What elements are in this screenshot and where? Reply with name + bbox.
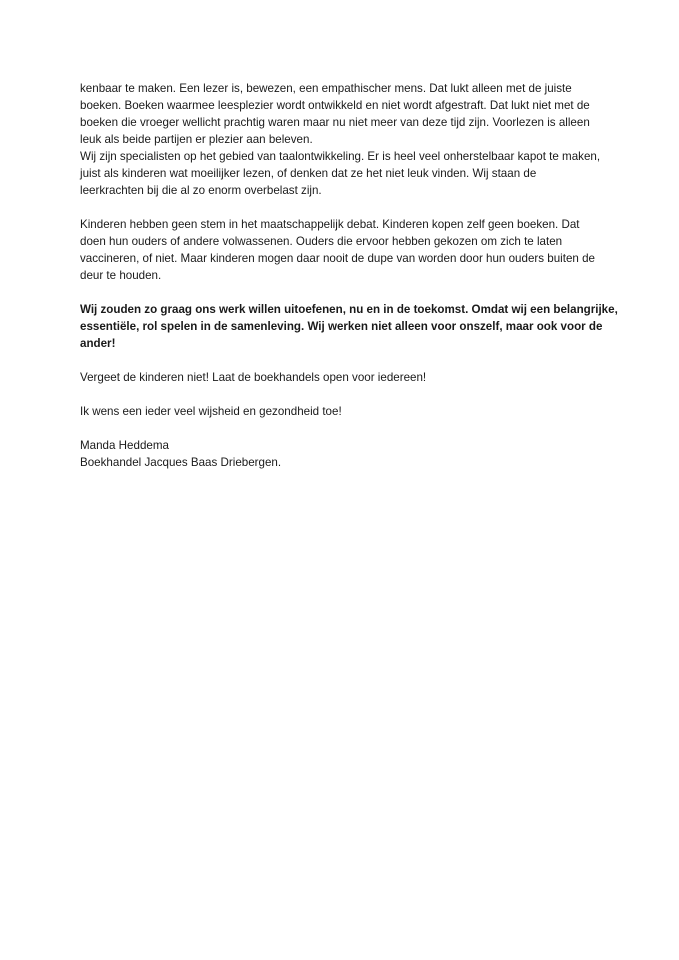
paragraph-appeal [80, 369, 605, 386]
paragraph-spacer [80, 386, 605, 403]
text-line: essentiële, rol spelen in de samenleving. Wij werken niet alleen voor onszelf, maar ook voor de [80, 320, 603, 333]
text-line: Wij zijn specialisten op het gebied van taalontwikkeling. Er is heel veel onherstelbaar kapot te maken, [80, 150, 601, 163]
paragraph-children-voice [80, 216, 605, 284]
text-line: Ik wens een ieder veel wijsheid en gezondheid toe! [80, 405, 342, 418]
paragraph-spacer [80, 199, 605, 216]
text-line: Vergeet de kinderen niet! Laat de boekhandels open voor iedereen! [80, 371, 427, 384]
text-line: deur te houden. [80, 269, 162, 282]
paragraph-specialists [80, 148, 605, 199]
paragraph-spacer [80, 284, 605, 301]
paragraph-bold-statement [80, 301, 618, 352]
text-line: leuk als beide partijen er plezier aan beleven. [80, 133, 313, 146]
text-line: ander! [80, 337, 116, 350]
document-page [80, 80, 618, 471]
paragraph-spacer [80, 420, 605, 437]
signature-organization: Boekhandel Jacques Baas Driebergen. [80, 456, 282, 469]
text-line: vaccineren, of niet. Maar kinderen mogen daar nooit de dupe van worden door hun ouders buiten de [80, 252, 595, 265]
signature-name: Manda Heddema [80, 439, 169, 452]
text-line: leerkrachten bij die al zo enorm overbelast zijn. [80, 184, 322, 197]
signature-block [80, 437, 605, 471]
text-line: kenbaar te maken. Een lezer is, bewezen, een empathischer mens. Dat lukt alleen met de juiste [80, 82, 572, 95]
text-line: Kinderen hebben geen stem in het maatschappelijk debat. Kinderen kopen zelf geen boeken. Dat [80, 218, 580, 231]
text-line: doen hun ouders of andere volwassenen. Ouders die ervoor hebben gekozen om zich te laten [80, 235, 563, 248]
paragraph-readers [80, 80, 605, 148]
paragraph-spacer [80, 352, 605, 369]
text-line: juist als kinderen wat moeilijker lezen, of denken dat ze het niet leuk vinden. Wij staan de [80, 167, 537, 180]
text-line: boeken. Boeken waarmee leesplezier wordt ontwikkeld en niet wordt afgestraft. Dat lukt niet met de [80, 99, 590, 112]
text-line: Wij zouden zo graag ons werk willen uitoefenen, nu en in de toekomst. Omdat wij een belangrijke, [80, 303, 618, 316]
paragraph-wishes [80, 403, 605, 420]
text-line: boeken die vroeger wellicht prachtig waren maar nu niet meer van deze tijd zijn. Voorlezen is alleen [80, 116, 590, 129]
